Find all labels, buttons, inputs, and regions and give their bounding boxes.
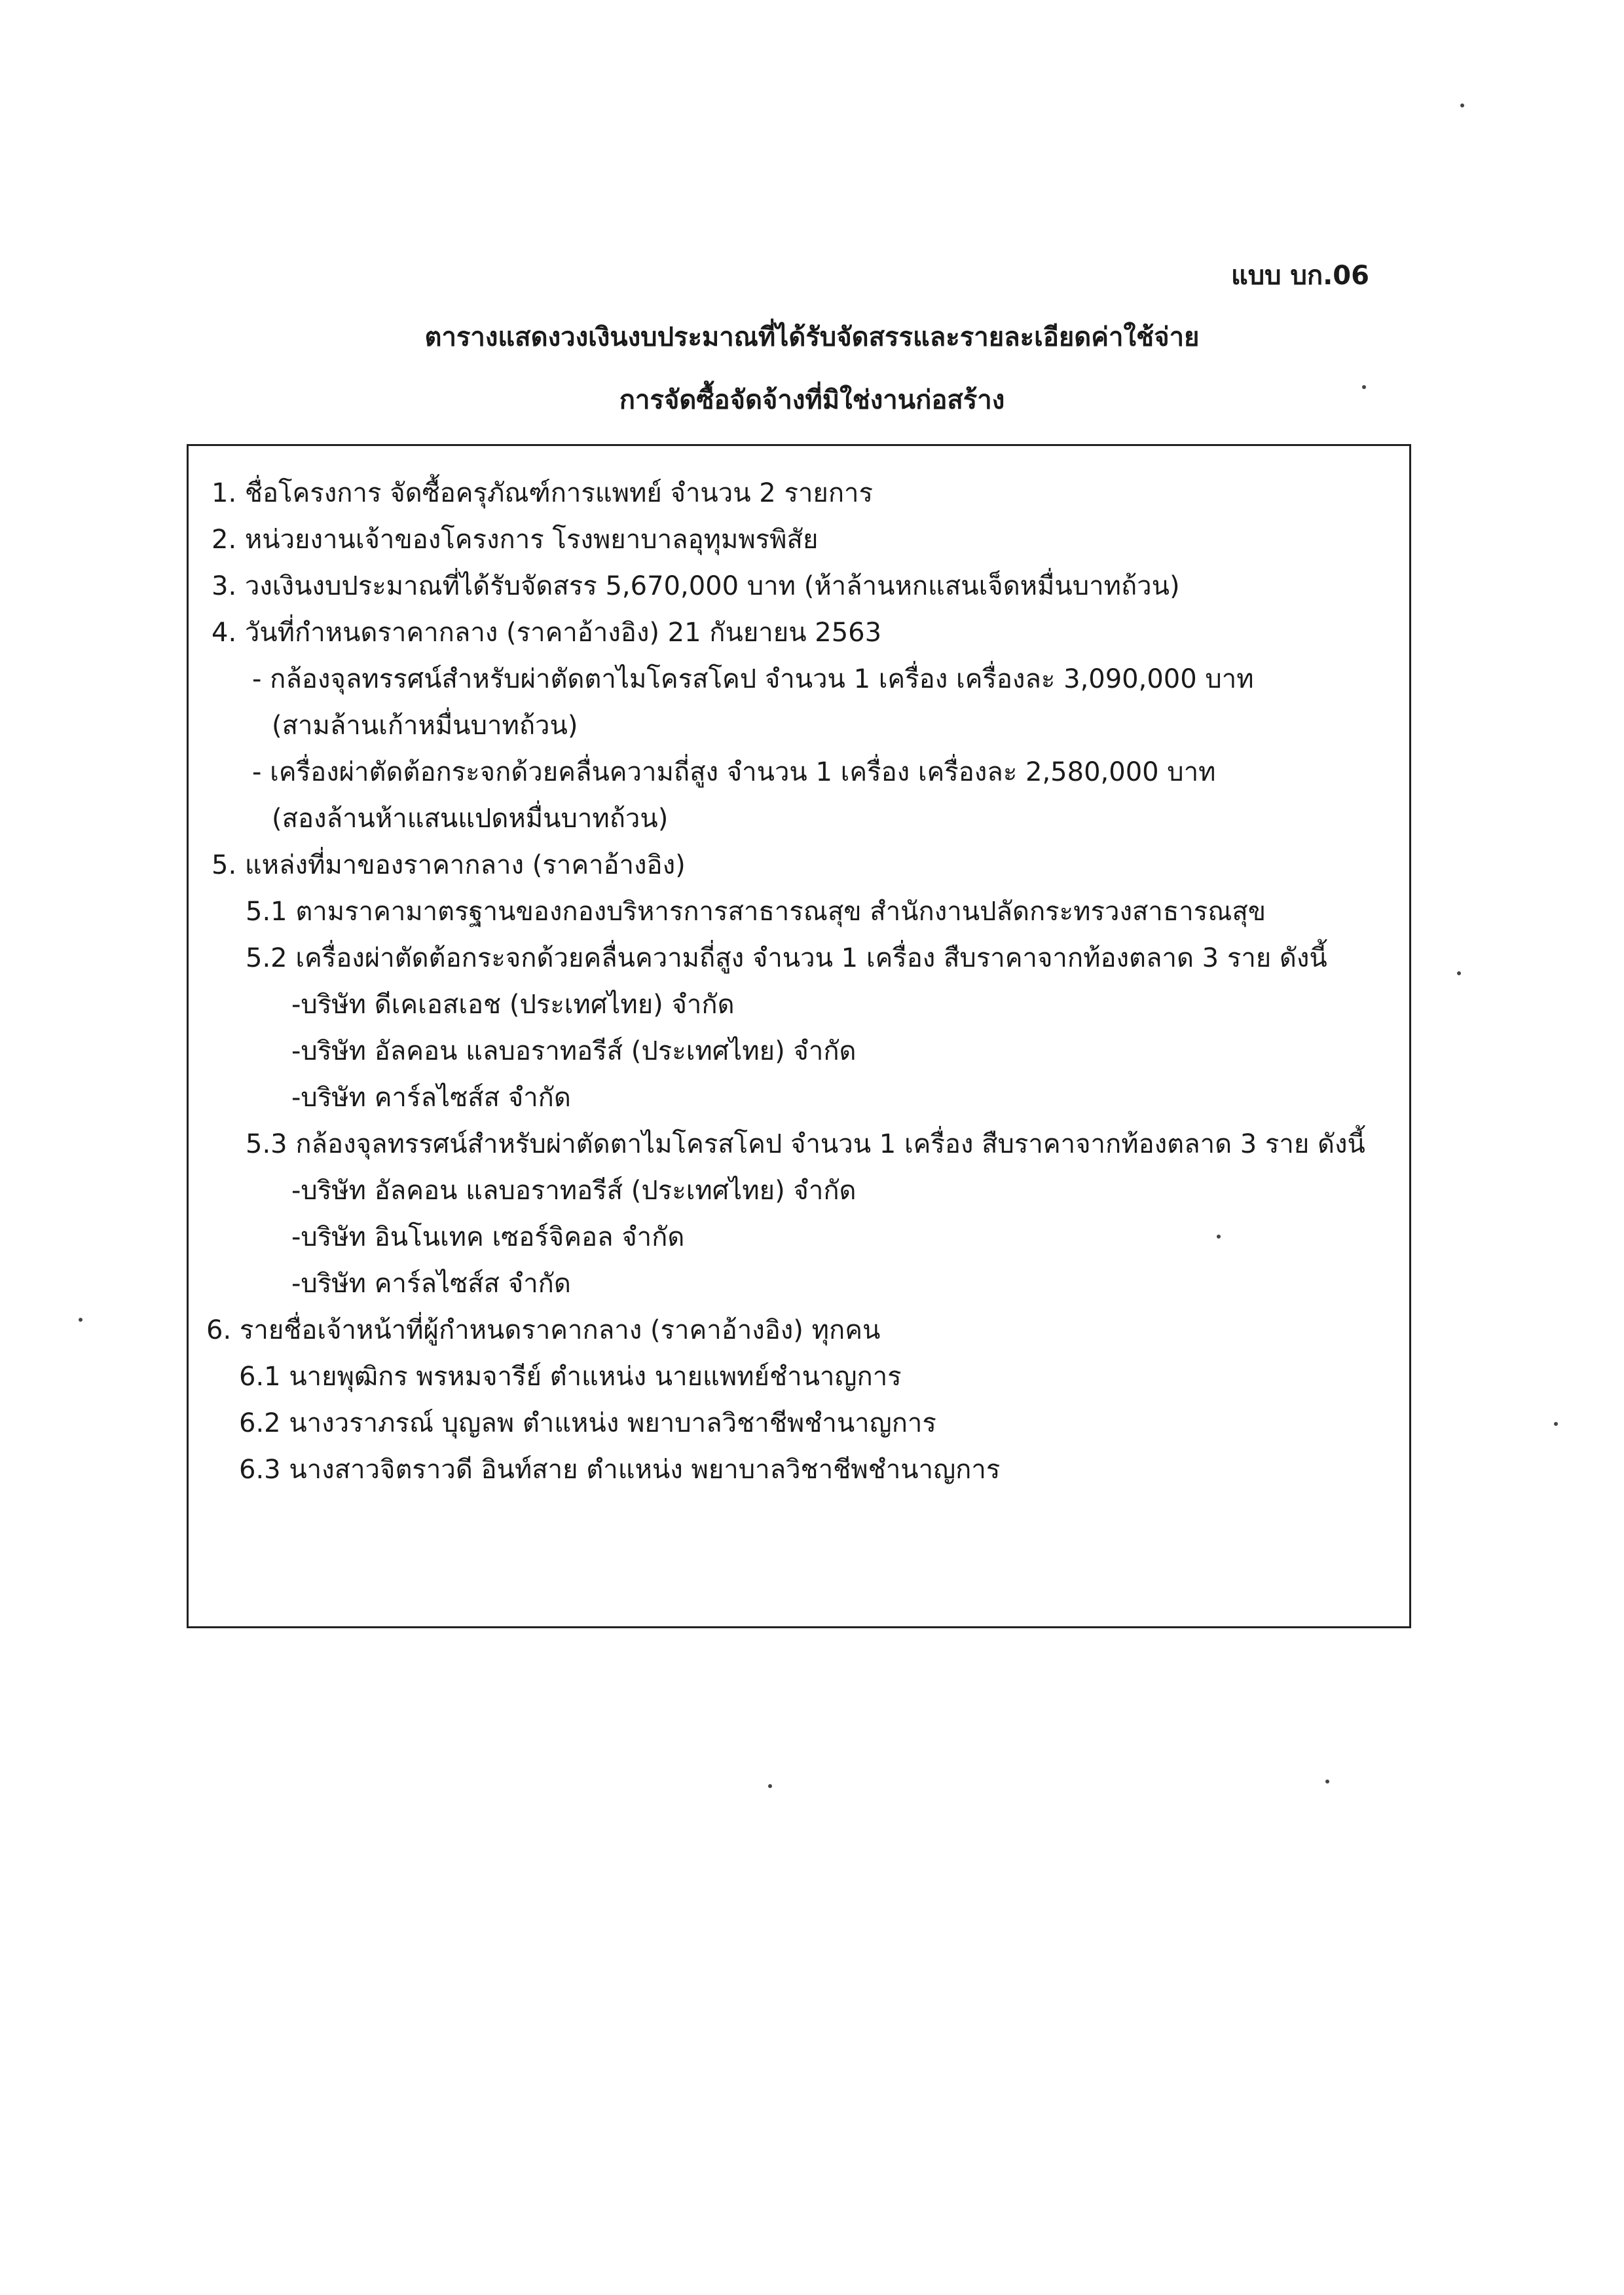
scan-speck — [79, 1318, 83, 1322]
scan-speck — [1460, 103, 1464, 107]
official-6-2: 6.2 นางวราภรณ์ บุญลพ ตำแหน่ง พยาบาลวิชาชีพชำนาญการ — [239, 1408, 936, 1438]
scan-speck — [1457, 971, 1461, 975]
source-5-2-company-3: -บริษัท คาร์ลไซส์ส จำกัด — [291, 1083, 571, 1113]
sub-item-phaco: - เครื่องผ่าตัดต้อกระจกด้วยคลื่นความถี่สูง จำนวน 1 เครื่อง เครื่องละ 2,580,000 บาท — [252, 757, 1216, 787]
source-5-3-company-3: -บริษัท คาร์ลไซส์ส จำกัด — [291, 1269, 571, 1299]
budget-line: 3. วงเงินงบประมาณที่ได้รับจัดสรร 5,670,000 บาท (ห้าล้านหกแสนเจ็ดหมื่นบาทถ้วน) — [212, 571, 1180, 601]
scan-speck — [1217, 1235, 1221, 1239]
source-5-3-company-1: -บริษัท อัลคอน แลบอราทอรีส์ (ประเทศไทย) จำกัด — [291, 1176, 857, 1206]
reference-date-line: 4. วันที่กำหนดราคากลาง (ราคาอ้างอิง) 21 กันยายน 2563 — [212, 618, 882, 648]
scan-speck — [1325, 1780, 1329, 1783]
owner-agency-line: 2. หน่วยงานเจ้าของโครงการ โรงพยาบาลอุทุมพรพิสัย — [212, 525, 819, 555]
source-5-1: 5.1 ตามราคามาตรฐานของกองบริหารการสาธารณสุข สำนักงานปลัดกระทรวงสาธารณสุข — [246, 897, 1266, 927]
scan-speck — [1362, 385, 1366, 389]
source-5-2-company-1: -บริษัท ดีเคเอสเอช (ประเทศไทย) จำกัด — [291, 990, 735, 1020]
document-title: ตารางแสดงวงเงินงบประมาณที่ได้รับจัดสรรและรายละเอียดค่าใช้จ่าย — [424, 322, 1200, 352]
source-5-3-company-2: -บริษัท อินโนเทค เซอร์จิคอล จำกัด — [291, 1222, 685, 1252]
price-source-heading: 5. แหล่งที่มาของราคากลาง (ราคาอ้างอิง) — [212, 850, 686, 880]
form-code: แบบ บก.06 — [1231, 261, 1369, 291]
source-5-2: 5.2 เครื่องผ่าตัดต้อกระจกด้วยคลื่นความถี่สูง จำนวน 1 เครื่อง สืบราคาจากท้องตลาด 3 ราย ดังนี้ — [246, 943, 1327, 973]
scan-speck — [1554, 1422, 1558, 1426]
sub-item-microscope: - กล้องจุลทรรศน์สำหรับผ่าตัดตาไมโครสโคป จำนวน 1 เครื่อง เครื่องละ 3,090,000 บาท — [252, 664, 1254, 694]
official-6-1: 6.1 นายพุฒิกร พรหมจารีย์ ตำแหน่ง นายแพทย์ชำนาญการ — [239, 1362, 902, 1392]
sub-item-microscope-words: (สามล้านเก้าหมื่นบาทถ้วน) — [272, 711, 578, 741]
official-6-3: 6.3 นางสาวจิตราวดี อินท์สาย ตำแหน่ง พยาบาลวิชาชีพชำนาญการ — [239, 1455, 1001, 1485]
source-5-2-company-2: -บริษัท อัลคอน แลบอราทอรีส์ (ประเทศไทย) จำกัด — [291, 1036, 857, 1066]
officials-heading: 6. รายชื่อเจ้าหน้าที่ผู้กำหนดราคากลาง (ราคาอ้างอิง) ทุกคน — [206, 1315, 881, 1345]
sub-item-phaco-words: (สองล้านห้าแสนแปดหมื่นบาทถ้วน) — [272, 804, 669, 834]
document-subtitle: การจัดซื้อจัดจ้างที่มิใช่งานก่อสร้าง — [619, 385, 1005, 415]
project-name-line: 1. ชื่อโครงการ จัดซื้อครุภัณฑ์การแพทย์ จำนวน 2 รายการ — [212, 478, 873, 508]
scan-speck — [768, 1784, 772, 1788]
source-5-3: 5.3 กล้องจุลทรรศน์สำหรับผ่าตัดตาไมโครสโคป จำนวน 1 เครื่อง สืบราคาจากท้องตลาด 3 ราย ดังนี้ — [246, 1129, 1365, 1159]
